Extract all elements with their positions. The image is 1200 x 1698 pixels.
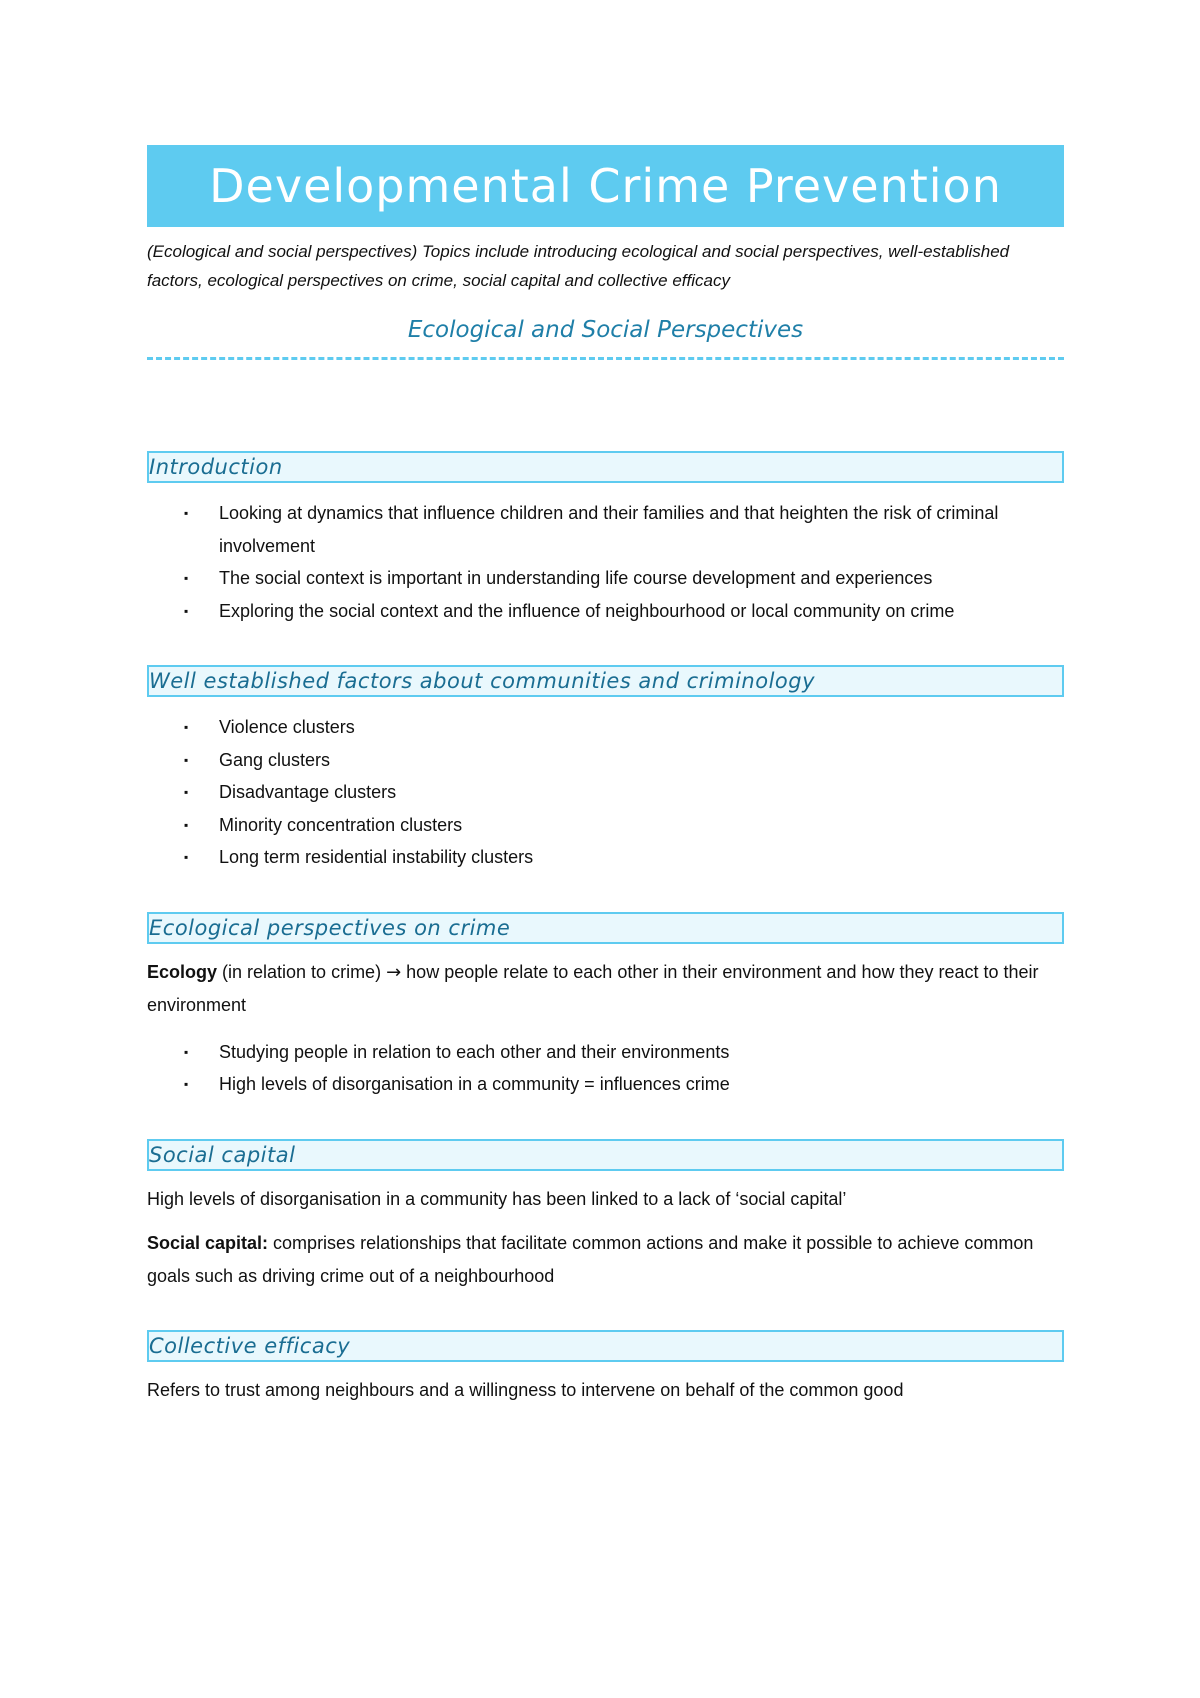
factors-heading-text: Well established factors about communities and criminology — [149, 669, 816, 693]
ecology-term: Ecology — [147, 961, 218, 982]
factors-section — [147, 665, 1064, 874]
collective-efficacy-section — [147, 1330, 1064, 1407]
list-item: ▪ High levels of disorganisation in a community = influences crime — [219, 1068, 1064, 1101]
bullet-icon: ▪ — [184, 1044, 189, 1059]
list-item: ▪ Exploring the social context and the influence of neighbourhood or local community on crime — [219, 595, 1064, 628]
bullet-icon: ▪ — [184, 603, 189, 618]
ecological-section — [147, 912, 1064, 1101]
document-subtitle: (Ecological and social perspectives) Topics include introducing ecological and social perspectives, well-established factors, ecological perspectives on crime, social capital and collective efficacy — [147, 242, 1010, 290]
bullet-icon: ▪ — [184, 817, 189, 832]
list-item: ▪ Studying people in relation to each other and their environments — [219, 1036, 1064, 1069]
section-title: Ecological and Social Perspectives — [407, 317, 804, 343]
list-item: ▪ The social context is important in understanding life course development and experiences — [219, 562, 1064, 595]
introduction-heading — [147, 451, 1064, 483]
social-capital-section — [147, 1139, 1064, 1293]
factors-heading — [147, 665, 1064, 697]
list-item: ▪ Gang clusters — [219, 744, 1064, 777]
introduction-heading-text: Introduction — [149, 455, 283, 479]
social-capital-term: Social capital: — [147, 1233, 269, 1253]
social-capital-definition: Social capital: comprises relationships that facilitate common actions and make it possible to achieve common goals such as driving crime out of a neighbourhood — [147, 1233, 1034, 1286]
ecological-list — [147, 1036, 1064, 1101]
bullet-icon: ▪ — [184, 850, 189, 864]
bullet-icon: ▪ — [184, 571, 189, 585]
arrow-right-icon: → — [386, 961, 402, 983]
list-item: ▪ Looking at dynamics that influence children and their families and that heighten the risk of criminal involvement — [219, 497, 1064, 562]
collective-efficacy-heading — [147, 1330, 1064, 1362]
collective-efficacy-paragraph: Refers to trust among neighbours and a willingness to intervene on behalf of the common good — [147, 1380, 904, 1400]
list-item: ▪ Violence clusters — [219, 711, 1064, 744]
dashed-divider — [147, 357, 1064, 360]
list-item: ▪ Disadvantage clusters — [219, 776, 1064, 809]
introduction-list — [147, 497, 1064, 627]
social-capital-paragraph: High levels of disorganisation in a community has been linked to a lack of ‘social capital’ — [147, 1188, 847, 1209]
title-banner — [147, 145, 1064, 227]
ecological-heading-text: Ecological perspectives on crime — [149, 915, 511, 940]
introduction-section — [147, 451, 1064, 627]
social-capital-heading-text: Social capital — [149, 1142, 296, 1167]
ecology-definition: Ecology (in relation to crime) → how people relate to each other in their environment and how they react to their environment — [147, 961, 1039, 1015]
bullet-icon: ▪ — [184, 752, 189, 767]
ecological-heading — [147, 912, 1064, 944]
list-item: ▪ Long term residential instability clusters — [219, 841, 1064, 874]
bullet-icon: ▪ — [184, 785, 189, 799]
list-item: ▪ Minority concentration clusters — [219, 809, 1064, 842]
social-capital-heading — [147, 1139, 1064, 1171]
factors-list — [147, 711, 1064, 874]
document-page — [147, 145, 1064, 1407]
bullet-icon: ▪ — [184, 720, 189, 734]
bullet-icon: ▪ — [184, 1077, 189, 1091]
collective-efficacy-heading-text: Collective efficacy — [149, 1334, 351, 1358]
document-title: Developmental Crime Prevention — [209, 159, 1002, 213]
bullet-icon: ▪ — [184, 506, 189, 520]
